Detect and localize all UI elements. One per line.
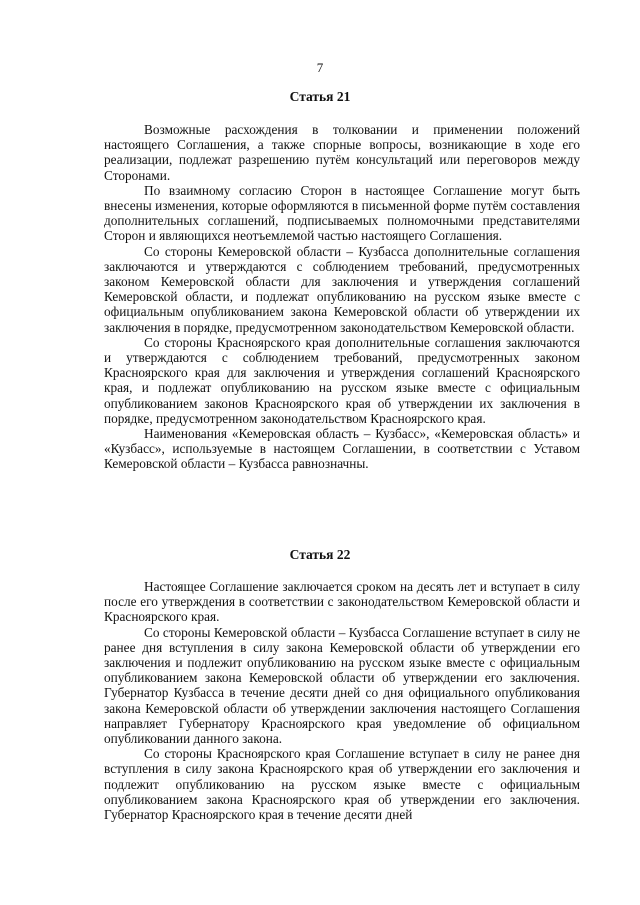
article-22-paragraph: Со стороны Кемеровской области – Кузбасса Соглашение вступает в силу не ранее дня вступления в силу закона Кемеровской области об утверждении его заключения и подлежит опубликованию на русском языке вместе с официальным опубликованием закона Кемеровской области об утверждении его заключения. Губернатор Кузбасса в течение десяти дней со дня официального опубликования закона Кемеровской области об утверждении заключения настоящего Соглашения направляет Губернатору Красноярского края уведомление об официальном опубликовании данного закона. (104, 624, 580, 747)
article-21-paragraph: Возможные расхождения в толковании и применении положений настоящего Соглашения, а также спорные вопросы, возникающие в ходе его реализации, подлежат разрешению путём консультаций или переговоров между Сторонами. (104, 122, 580, 183)
article-22-body (104, 579, 580, 822)
article-22-heading: Статья 22 (289, 547, 351, 562)
article-21-paragraph: Со стороны Кемеровской области – Кузбасса дополнительные соглашения заключаются и утверждаются с соблюдением требований, предусмотренных законом Кемеровской области для заключения и утверждения соглашений Кемеровской области, и подлежат опубликованию на русском языке вместе с официальным опубликованием закона Кемеровской области об утверждении их заключения в порядке, предусмотренном законодательством Кемеровской области. (104, 243, 580, 335)
article-21-paragraph: По взаимному согласию Сторон в настоящее Соглашение могут быть внесены изменения, которые оформляются в письменной форме путём составления дополнительных соглашений, подписываемых полномочными представителями Сторон и являющихся неотъемлемой частью настоящего Соглашения. (104, 182, 580, 244)
article-22-paragraph: Со стороны Красноярского края Соглашение вступает в силу не ранее дня вступления в силу закона Красноярского края об утверждении его заключения и подлежит опубликованию на русском языке вместе с официальным опубликованием закона Красноярского края об утверждении его заключения. Губернатор Красноярского края в течение десяти дней (104, 746, 580, 823)
article-21-paragraph: Наименования «Кемеровская область – Кузбасс», «Кемеровская область» и «Кузбасс», используемые в настоящем Соглашении, в соответствии с Уставом Кемеровской области – Кузбасса равнозначны. (104, 426, 580, 472)
article-21-paragraph: Со стороны Красноярского края дополнительные соглашения заключаются и утверждаются с соблюдением требований, предусмотренных законом Красноярского края для заключения и утверждения соглашений Красноярского края, и подлежат опубликованию на русском языке вместе с официальным опубликованием законов Красноярского края об утверждении их заключения в порядке, предусмотренном законодательством Красноярского края. (104, 334, 580, 426)
article-21-heading: Статья 21 (289, 89, 351, 104)
page-number: 7 (316, 60, 324, 75)
article-22-paragraph: Настоящее Соглашение заключается сроком на десять лет и вступает в силу после его утверждения в соответствии с законодательством Кемеровской области и Красноярского края. (104, 579, 580, 625)
article-21-body (104, 122, 580, 472)
